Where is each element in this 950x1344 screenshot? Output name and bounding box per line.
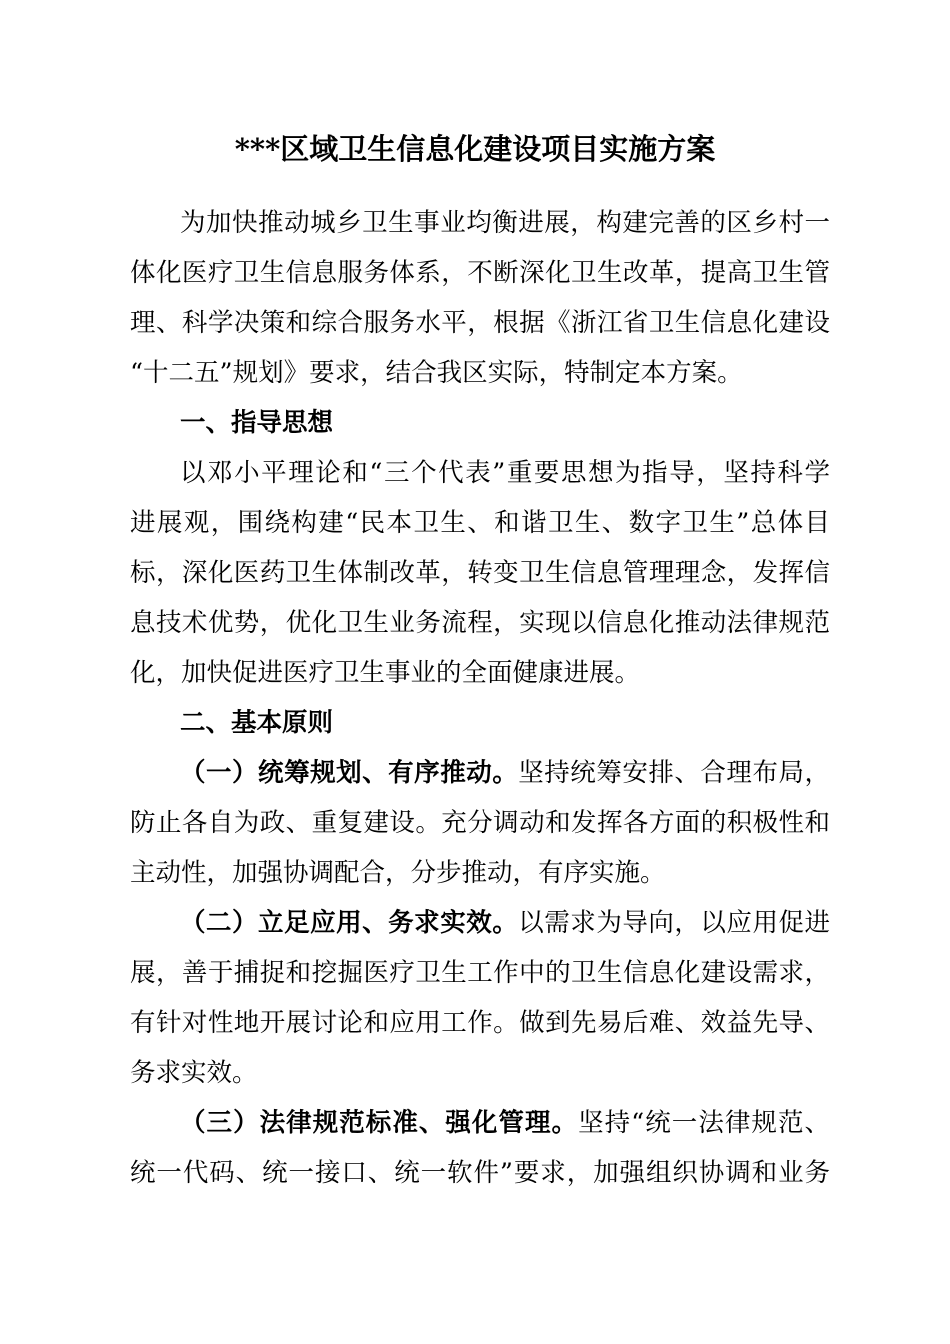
principle-2-line-3: 有针对性地开展讨论和应用工作。做到先易后难、效益先导、 — [130, 1008, 830, 1038]
principle-2-first-line — [180, 898, 830, 948]
document-title: ***区域卫生信息化建设项目实施方案 — [234, 132, 716, 166]
intro-line-1: 为加快推动城乡卫生事业均衡进展，构建完善的区乡村一 — [180, 208, 830, 238]
principle-1-first-line — [180, 748, 830, 798]
principle-1-text: 坚持统筹安排、合理布局， — [518, 758, 830, 788]
section1-line-5: 化，加快促进医疗卫生事业的全面健康进展。 — [130, 658, 641, 688]
principle-1-line-3: 主动性，加强协调配合，分步推动，有序实施。 — [130, 858, 666, 888]
principle-3-text: 坚持“统一法律规范、 — [578, 1108, 830, 1138]
intro-line-4: “十二五”规划》要求，结合我区实际，特制定本方案。 — [130, 358, 743, 388]
section-heading-guiding-ideology: 一、指导思想 — [180, 408, 334, 438]
principle-2-title: （二）立足应用、务求实效。 — [180, 908, 519, 938]
principle-3-line-2: 统一代码、统一接口、统一软件”要求，加强组织协调和业务 — [130, 1158, 830, 1188]
intro-line-3: 理、科学决策和综合服务水平，根据《浙江省卫生信息化建设 — [130, 308, 830, 338]
principle-2-text: 以需求为导向，以应用促进 — [518, 908, 830, 938]
intro-line-2: 体化医疗卫生信息服务体系，不断深化卫生改革，提高卫生管 — [130, 258, 830, 288]
principle-1-title: （一）统筹规划、有序推动。 — [180, 758, 519, 788]
principle-1-line-2: 防止各自为政、重复建设。充分调动和发挥各方面的积极性和 — [130, 808, 830, 838]
principle-2-line-2: 展，善于捕捉和挖掘医疗卫生工作中的卫生信息化建设需求， — [130, 958, 830, 988]
section1-line-3: 标，深化医药卫生体制改革，转变卫生信息管理理念，发挥信 — [130, 558, 830, 588]
section1-line-4: 息技术优势，优化卫生业务流程，实现以信息化推动法律规范 — [130, 608, 830, 638]
principle-3-first-line — [180, 1098, 830, 1148]
section-heading-basic-principles: 二、基本原则 — [180, 708, 334, 738]
principle-2-line-4: 务求实效。 — [130, 1058, 258, 1088]
section1-line-1: 以邓小平理论和“三个代表”重要思想为指导，坚持科学 — [180, 458, 830, 488]
principle-3-title: （三）法律规范标准、强化管理。 — [180, 1108, 579, 1138]
section1-line-2: 进展观，围绕构建“民本卫生、和谐卫生、数字卫生”总体目 — [130, 508, 830, 538]
